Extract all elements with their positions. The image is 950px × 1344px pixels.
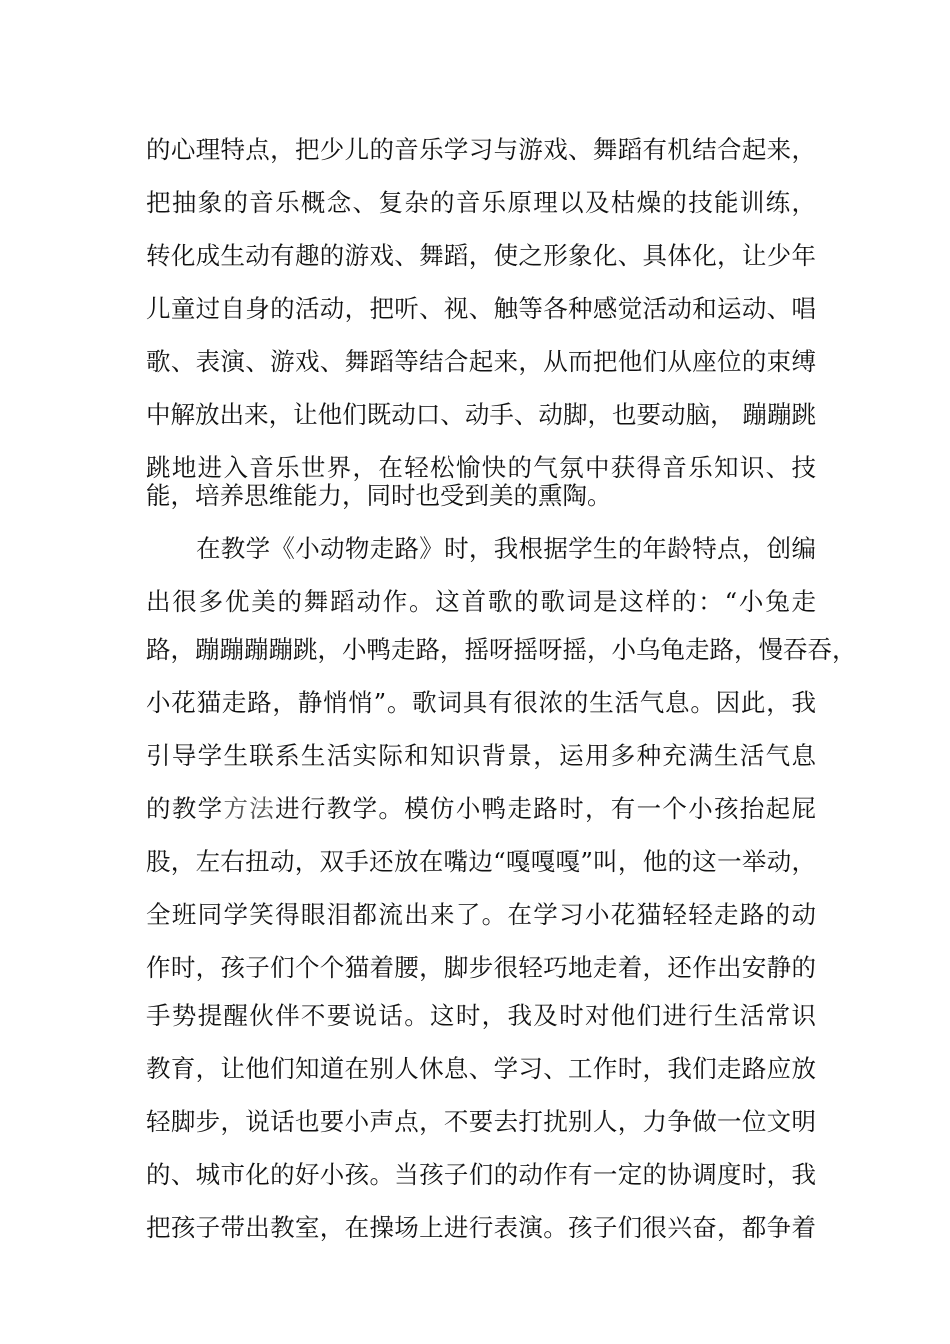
text-line: 作时，孩子们个个猫着腰，脚步很轻巧地走着，还作出安静的	[146, 953, 816, 982]
text-line: 全班同学笑得眼泪都流出来了。在学习小花猫轻轻走路的动	[146, 900, 816, 929]
text-line: 手势提醒伙伴不要说话。这时，我及时对他们进行生活常识	[146, 1001, 816, 1030]
text-line: 的、城市化的好小孩。当孩子们的动作有一定的协调度时，我	[146, 1160, 816, 1189]
paragraph-first-line: 在教学《小动物走路》时，我根据学生的年龄特点，创编	[196, 534, 816, 563]
text-line: 路，蹦蹦蹦蹦跳，小鸭走路，摇呀摇呀摇，小乌龟走路，慢吞吞，	[146, 635, 857, 664]
text-segment: 的教学	[146, 794, 224, 823]
text-line: 小花猫走路，静悄悄”。歌词具有很浓的生活气息。因此，我	[146, 688, 816, 717]
text-segment: 进行教学。模仿小鸭走路时，有一个小孩抬起屁	[275, 794, 817, 823]
text-line: 跳地进入音乐世界，在轻松愉快的气氛中获得音乐知识、技	[146, 453, 816, 482]
text-line: 能，培养思维能力，同时也受到美的熏陶。	[146, 481, 612, 510]
text-line: 股，左右扭动，双手还放在嘴边“嘎嘎嘎”叫，他的这一举动，	[146, 847, 816, 876]
text-line: 歌、表演、游戏、舞蹈等结合起来，从而把他们从座位的束缚	[146, 347, 816, 376]
text-line: 转化成生动有趣的游戏、舞蹈，使之形象化、具体化，让少年	[146, 241, 816, 270]
text-line: 引导学生联系生活实际和知识背景，运用多种充满生活气息	[146, 741, 816, 770]
text-line: 轻脚步，说话也要小声点，不要去打扰别人，力争做一位文明	[146, 1107, 816, 1136]
text-line: 儿童过自身的活动，把听、视、触等各种感觉活动和运动、唱	[146, 294, 816, 323]
text-line: 教育，让他们知道在别人休息、学习、工作时，我们走路应放	[146, 1054, 816, 1083]
text-line: 的心理特点，把少儿的音乐学习与游戏、舞蹈有机结合起来，	[146, 135, 816, 164]
method-link[interactable]: 方法	[223, 794, 276, 823]
text-line: 把孩子带出教室，在操场上进行表演。孩子们很兴奋，都争着	[146, 1213, 816, 1242]
text-line: 把抽象的音乐概念、复杂的音乐原理以及枯燥的技能训练，	[146, 188, 816, 217]
text-line: 出很多优美的舞蹈动作。这首歌的歌词是这样的：“小兔走	[146, 587, 816, 616]
text-line-with-link	[146, 789, 816, 829]
text-line: 中解放出来，让他们既动口、动手、动脚，也要动脑， 蹦蹦跳	[146, 400, 816, 429]
